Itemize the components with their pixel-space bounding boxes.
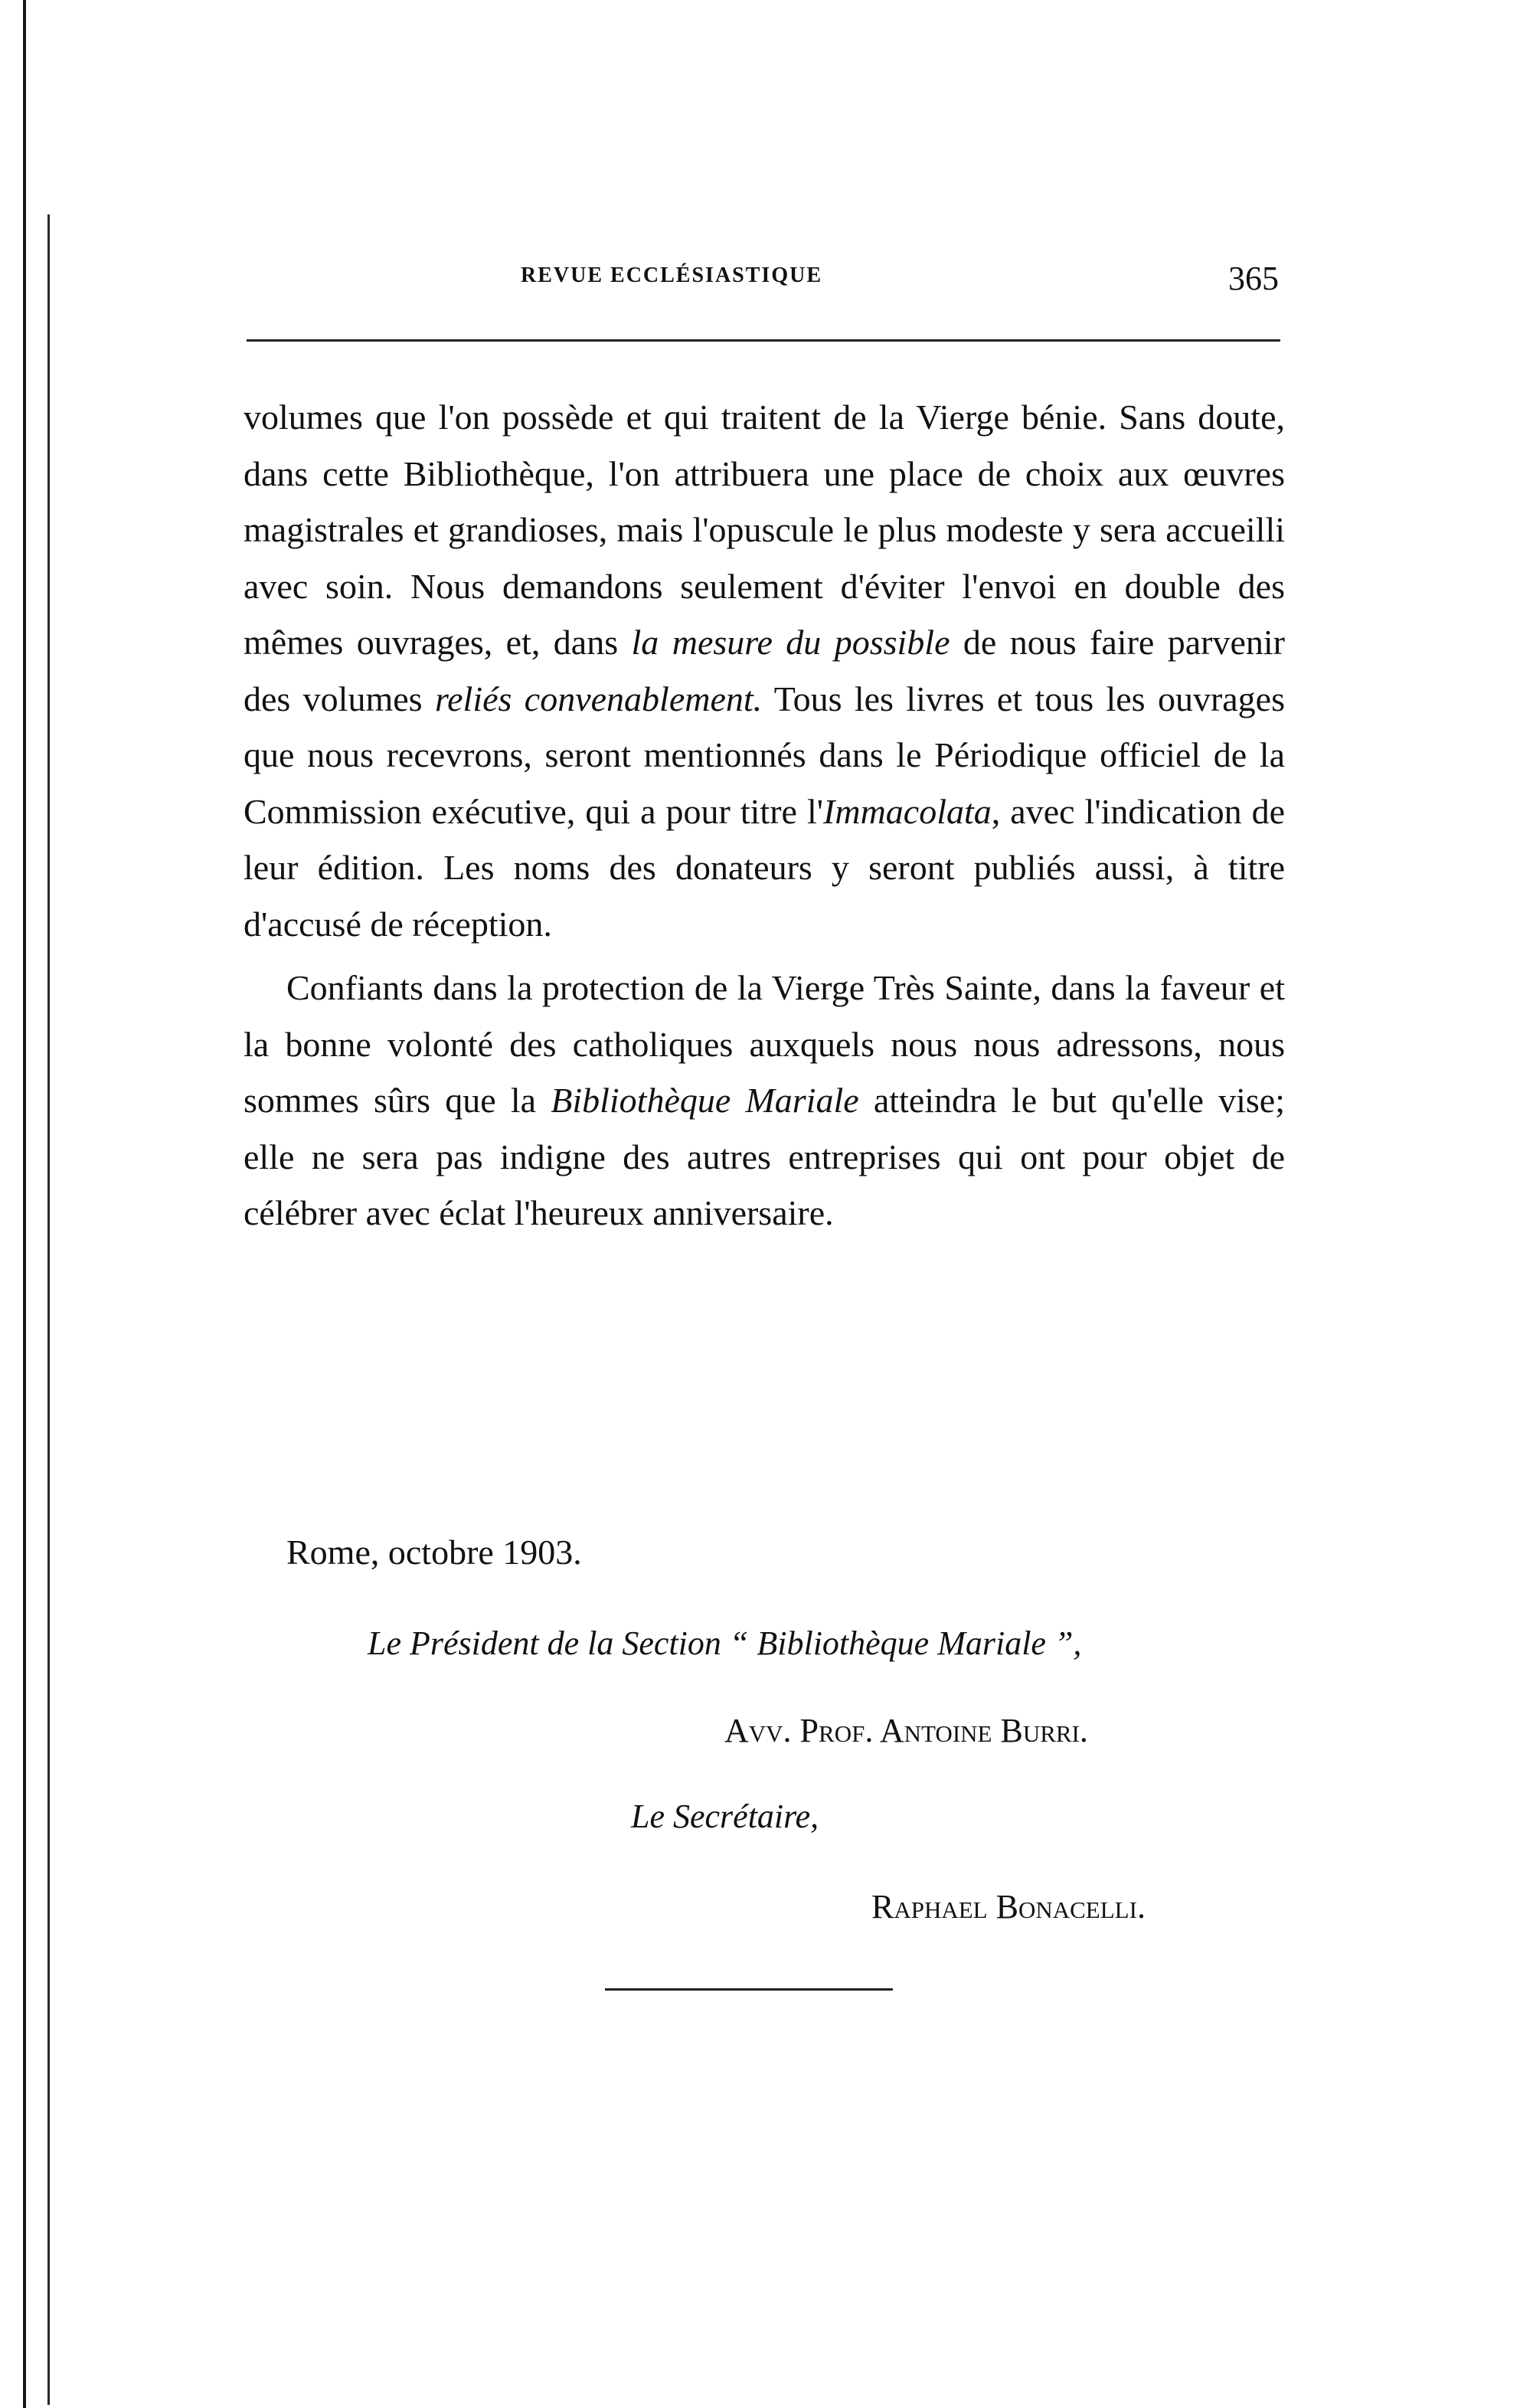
binding-edge-line-inner bbox=[47, 214, 50, 2405]
page-header bbox=[230, 259, 1294, 305]
italic-segment: la mesure du possible bbox=[631, 623, 950, 662]
place-date: Rome, octobre 1903. bbox=[286, 1533, 582, 1572]
text-segment: Tous les livres et tous les ouvrages que nous recevrons, seront mentionnés dans le Périodique officiel de la Commission exécutive, qui a pour titre l' bbox=[244, 679, 1286, 831]
body-text bbox=[244, 389, 1285, 1242]
signatory-name: Avv. Prof. Antoine Burri. bbox=[724, 1712, 1088, 1749]
binding-edge-line bbox=[23, 0, 26, 2408]
signatory-title: Le Président de la Section “ Bibliothèque Mariale ”, bbox=[368, 1624, 1082, 1662]
closing-rule bbox=[605, 1988, 893, 1991]
text-segment: , avec l'indication de leur édition. Les noms des donateurs y seront publiés aussi, à titre d'accusé de réception. bbox=[244, 791, 1285, 944]
italic-segment: reliés convenablement. bbox=[434, 679, 763, 718]
page-number: 365 bbox=[1228, 260, 1279, 297]
text-segment: volumes que l'on possède et qui traitent de la Vierge bénie. Sans doute, dans cette Bibliothèque, l'on attribuera une place de choix aux œuvres magistrales et grandioses, mais l'opuscule le plus modeste y sera accueilli avec soin. Nous demandons seulement d'éviter l'envoi en double des mêmes ouvrages, et, dans bbox=[244, 398, 1285, 662]
secretary-name: Raphael Bonacelli. bbox=[871, 1888, 1146, 1925]
italic-segment: Bibliothèque Mariale bbox=[551, 1081, 859, 1120]
text-segment: atteindra le but qu'elle vise; elle ne sera pas indigne des autres entreprises qui ont pour objet de célébrer avec éclat l'heureux anniversaire. bbox=[244, 1081, 1286, 1232]
paragraph-gap bbox=[244, 952, 1285, 960]
paragraph-2 bbox=[244, 960, 1285, 1242]
running-head: REVUE ECCLÉSIASTIQUE bbox=[521, 263, 822, 287]
secretary-title: Le Secrétaire, bbox=[631, 1798, 819, 1835]
header-rule bbox=[247, 339, 1280, 342]
paragraph-1 bbox=[244, 389, 1285, 952]
text-segment: de nous faire parvenir des volumes bbox=[244, 623, 1285, 718]
italic-segment: Immacolata bbox=[823, 791, 992, 831]
text-segment: Confiants dans la protection de la Vierge Très Sainte, dans la faveur et la bonne volonté des catholiques auxquels nous nous adressons, nous sommes sûrs que la bbox=[244, 968, 1285, 1120]
